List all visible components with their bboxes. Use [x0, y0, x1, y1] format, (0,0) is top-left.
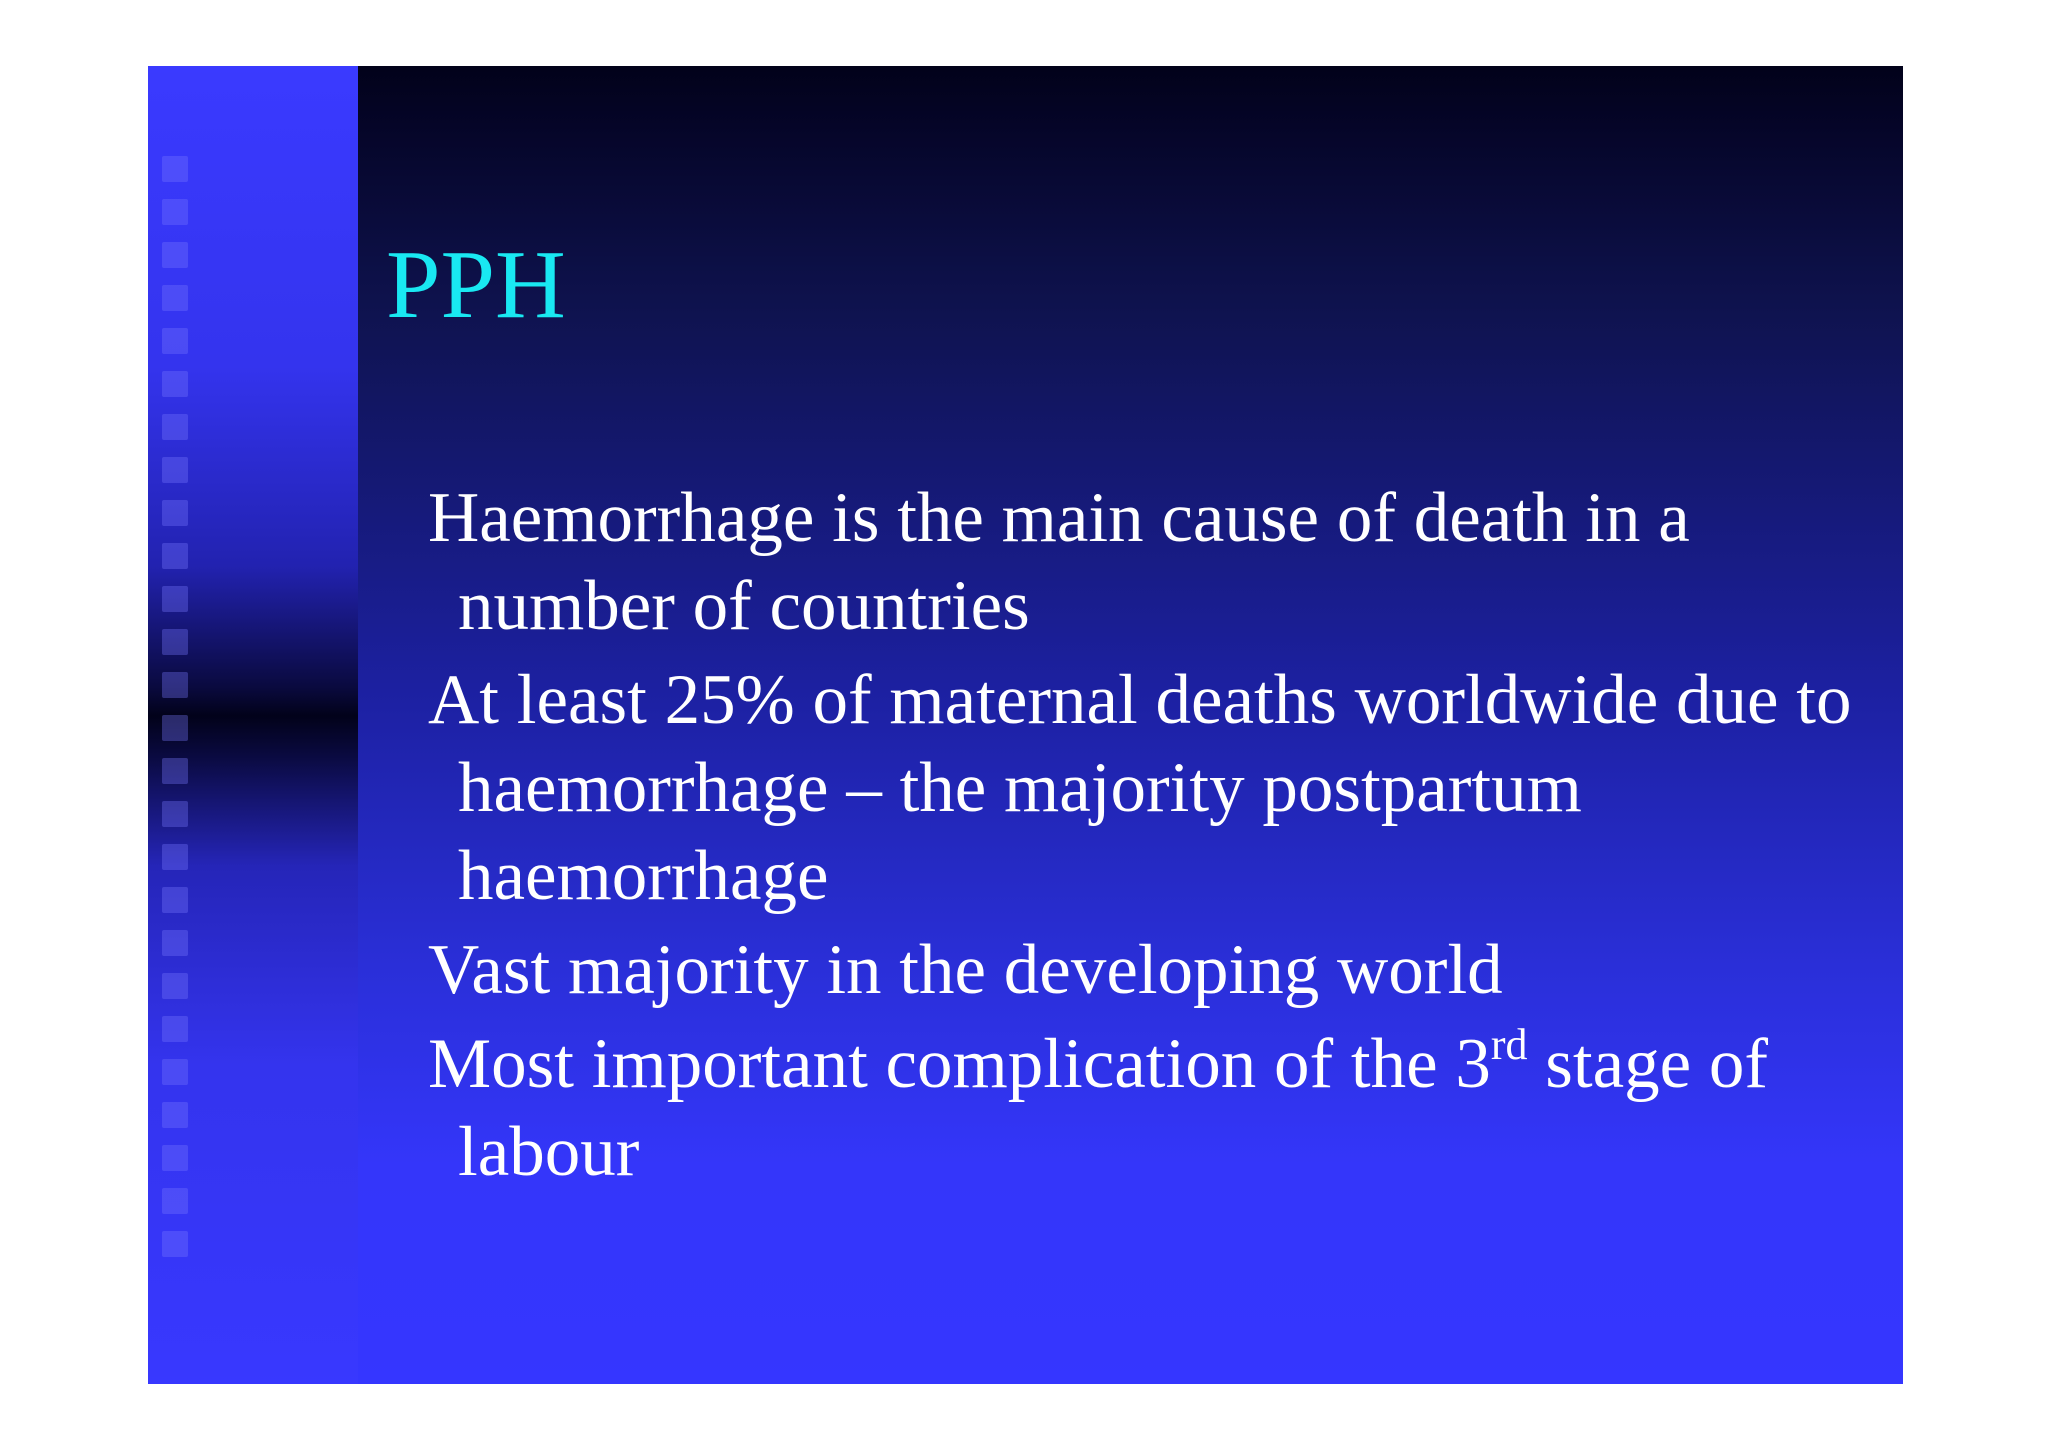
bullet-item: Haemorrhage is the main cause of death in a number of countries: [428, 479, 1690, 645]
decorative-square: [162, 1188, 188, 1214]
decorative-squares: [162, 156, 188, 1256]
decorative-square: [162, 285, 188, 311]
decorative-square: [162, 930, 188, 956]
decorative-square: [162, 371, 188, 397]
decorative-square: [162, 586, 188, 612]
decorative-square: [162, 414, 188, 440]
decorative-square: [162, 500, 188, 526]
decorative-square: [162, 1145, 188, 1171]
decorative-square: [162, 715, 188, 741]
decorative-square: [162, 887, 188, 913]
slide-title: PPH: [386, 231, 566, 339]
slide: [148, 66, 1903, 1384]
decorative-square: [162, 672, 188, 698]
left-decorative-band: [148, 66, 358, 1384]
decorative-square: [162, 758, 188, 784]
decorative-square: [162, 1016, 188, 1042]
decorative-square: [162, 242, 188, 268]
decorative-square: [162, 973, 188, 999]
decorative-square: [162, 801, 188, 827]
decorative-square: [162, 199, 188, 225]
bullet-list: [428, 474, 1888, 1202]
decorative-square: [162, 1231, 188, 1257]
decorative-square: [162, 1059, 188, 1085]
decorative-square: [162, 328, 188, 354]
bullet-text-before: Most important complication of the 3: [428, 1025, 1491, 1103]
decorative-square: [162, 1102, 188, 1128]
decorative-square: [162, 629, 188, 655]
decorative-square: [162, 457, 188, 483]
superscript-ordinal: rd: [1490, 1020, 1528, 1069]
decorative-square: [162, 156, 188, 182]
bullet-item: [428, 1020, 1888, 1196]
decorative-square: [162, 844, 188, 870]
bullet-item: At least 25% of maternal deaths worldwide due to haemorrhage – the majority postpartum haemorrhage: [428, 661, 1852, 915]
decorative-square: [162, 543, 188, 569]
bullet-text-after: stage of labour: [458, 1025, 1769, 1191]
bullet-item: Vast majority in the developing world: [428, 931, 1503, 1009]
